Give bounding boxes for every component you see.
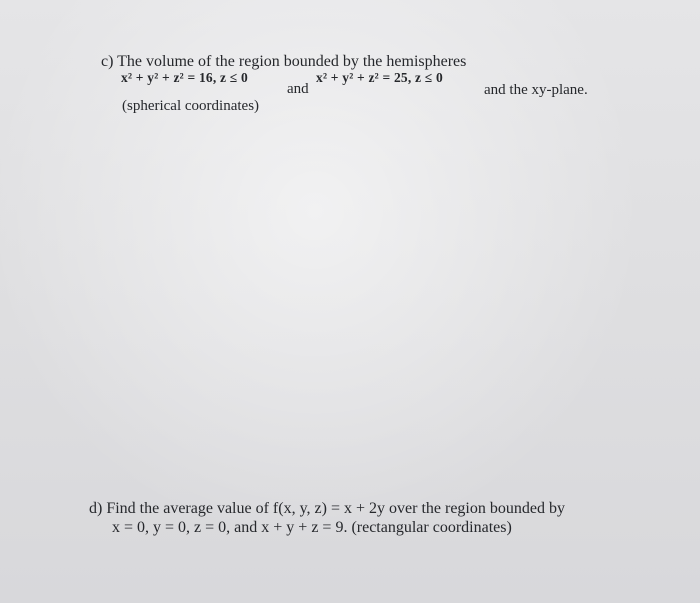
part-d-constraints: x = 0, y = 0, z = 0, and x + y + z = 9. (rectangular coordinates) bbox=[112, 519, 512, 536]
part-c-equation-1: x² + y² + z² = 16, z ≤ 0 bbox=[121, 70, 248, 85]
part-c-and-label: and bbox=[287, 81, 309, 97]
part-d-prompt: d) Find the average value of f(x, y, z) = x + 2y over the region bounded by bbox=[89, 500, 565, 517]
part-c-prompt: c) The volume of the region bounded by the hemispheres bbox=[101, 53, 467, 70]
part-c-equation-2: x² + y² + z² = 25, z ≤ 0 bbox=[316, 70, 443, 85]
part-c-method-note: (spherical coordinates) bbox=[122, 98, 260, 114]
part-c-trailing-text: and the xy-plane. bbox=[484, 82, 588, 98]
